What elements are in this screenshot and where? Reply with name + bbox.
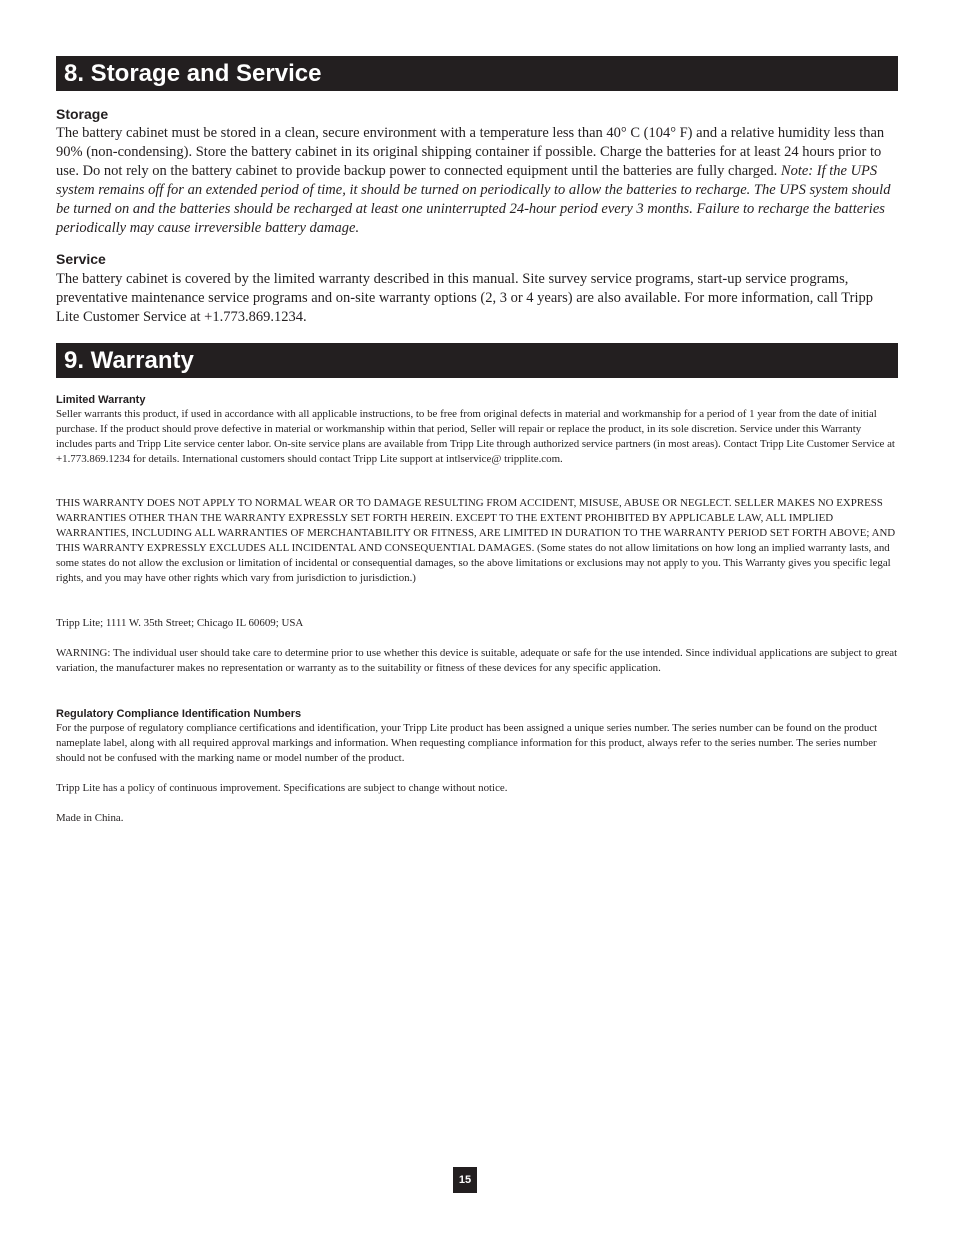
section-heading-storage-service: 8. Storage and Service [56, 56, 898, 91]
service-subheading: Service [56, 251, 106, 267]
warning-paragraph: WARNING: The individual user should take care to determine prior to use whether this device is suitable, adequate or safe for the use intended. Since individual applications are subject to great variation, the manufacturer makes no representation or warranty as to the suitability or fitness of these devices for any specific application. [56, 647, 898, 674]
regulatory-paragraph: For the purpose of regulatory compliance certifications and identification, your Tripp Lite product has been assigned a unique series number. The series number can be found on the product nameplate label, along with all required approval markings and information. When requesting compliance information for this product, always refer to the series number. The series number should not be confused with the marking name or model number of the product. [56, 722, 878, 764]
policy-paragraph: Tripp Lite has a policy of continuous improvement. Specifications are subject to change without notice. [56, 782, 508, 794]
regulatory-subheading: Regulatory Compliance Identification Numbers [56, 708, 302, 720]
limited-warranty-subheading: Limited Warranty [56, 394, 146, 406]
storage-text: The battery cabinet must be stored in a clean, secure environment with a temperature less than 40° C (104° F) and a relative humidity less than 90% (non-condensing). Store the battery cabinet in its original shipping container if possible. Charge the batteries for at least 24 hours prior to use. Do not rely on the battery cabinet to provide backup power to connected equipment until the batteries are fully charged. [56, 125, 885, 179]
storage-note: Note: If the UPS system remains off for an extended period of time, it should be turned on periodically to allow the batteries to recharge. The UPS system should be turned on and the batteries should be recharged at least one uninterrupted 24-hour period every 3 months. Failure to recharge the batteries periodically may cause irreversible battery damage. [56, 163, 891, 236]
section-heading-warranty: 9. Warranty [56, 343, 898, 378]
address-paragraph: Tripp Lite; 1111 W. 35th Street; Chicago IL 60609; USA [56, 617, 304, 629]
storage-subheading: Storage [56, 106, 109, 122]
warranty-disclaimer-paragraph: THIS WARRANTY DOES NOT APPLY TO NORMAL WEAR OR TO DAMAGE RESULTING FROM ACCIDENT, MISUSE, ABUSE OR NEGLECT. SELLER MAKES NO EXPRESS WARRANTIES OTHER THAN THE WARRANTY EXPRESSLY SET FORTH HEREIN. EXCEPT TO THE EXTENT PROHIBITED BY APPLICABLE LAW, ALL IMPLIED WARRANTIES, INCLUDING ALL WARRANTIES OF MERCHANTABILITY OR FITNESS, ARE LIMITED IN DURATION TO THE WARRANTY PERIOD SET FORTH ABOVE; AND THIS WARRANTY EXPRESSLY EXCLUDES ALL INCIDENTAL AND CONSEQUENTIAL DAMAGES. (Some states do not allow limitations on how long an implied warranty lasts, and some states do not allow the exclusion or limitation of incidental or consequential damages, so the above limitations or exclusions may not apply to you. This Warranty gives you specific legal rights, and you may have other rights which vary from jurisdiction to jurisdiction.) [56, 497, 896, 584]
made-in-paragraph: Made in China. [56, 812, 124, 824]
page-number: 15 [453, 1167, 477, 1193]
limited-warranty-paragraph: Seller warrants this product, if used in accordance with all applicable instructions, to be free from original defects in material and workmanship for a period of 1 year from the date of initial purchase. If the product should prove defective in material or workmanship within that period, Seller will repair or replace the product, in its sole discretion. Service under this Warranty includes parts and Tripp Lite service center labor. On-site service plans are available from Tripp Lite through authorized service partners (in most areas). Contact Tripp Lite Customer Service at +1.773.869.1234 for details. International customers should contact Tripp Lite support at intlservice@ tripplite.com. [56, 408, 895, 465]
service-paragraph: The battery cabinet is covered by the limited warranty described in this manual. Site survey service programs, start-up service programs, preventative maintenance service programs and on-site warranty options (2, 3 or 4 years) are also available. For more information, call Tripp Lite Customer Service at +1.773.869.1234. [56, 271, 873, 325]
storage-paragraph [56, 124, 898, 238]
